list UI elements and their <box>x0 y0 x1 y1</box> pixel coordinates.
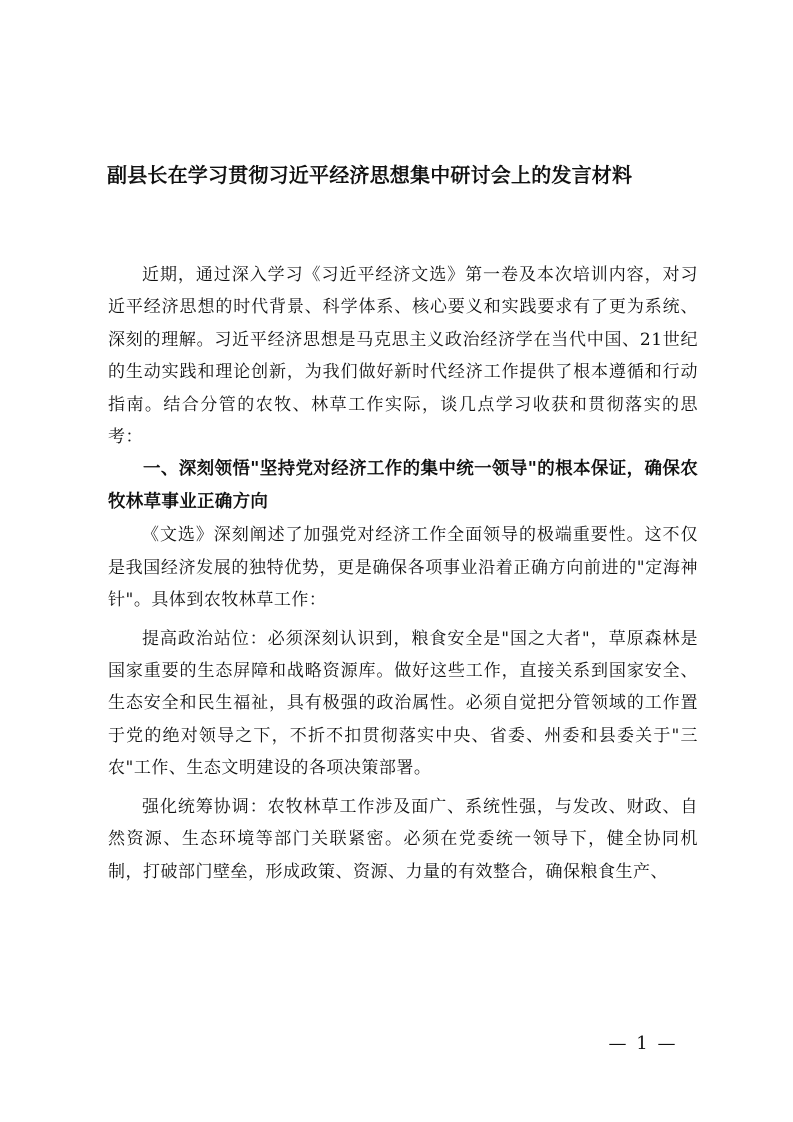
body-paragraph-leadership: 《文选》深刻阐述了加强党对经济工作全面领导的极端重要性。这不仅是我国经济发展的独特优势，更是确保各项事业沿着正确方向前进的"定海神针"。具体到农牧林草工作： <box>108 525 698 611</box>
body-paragraph-political-stance: 提高政治站位：必须深刻认识到，粮食安全是"国之大者"，草原森林是国家重要的生态屏障和战略资源库。做好这些工作，直接关系到国家安全、生态安全和民生福祉，具有极强的政治属性。必须自觉把分管领域的工作置于党的绝对领导之下，不折不扣贯彻落实中央、省委、州委和县委关于"三农"工作、生态文明建设的各项决策部署。 <box>108 628 698 779</box>
section-heading-1: 一、深刻领悟"坚持党对经济工作的集中统一领导"的根本保证，确保农牧林草事业正确方向 <box>108 459 698 513</box>
document-body <box>108 259 698 888</box>
page-number: — 1 — <box>608 1033 678 1054</box>
intro-paragraph: 近期，通过深入学习《习近平经济文选》第一卷及本次培训内容，对习近平经济思想的时代背景、科学体系、核心要义和实践要求有了更为系统、深刻的理解。习近平经济思想是马克思主义政治经济学在当代中国、21世纪的生动实践和理论创新，为我们做好新时代经济工作提供了根本遵循和行动指南。结合分管的农牧、林草工作实际，谈几点学习收获和贯彻落实的思考： <box>108 265 698 448</box>
body-paragraph-coordination: 强化统筹协调：农牧林草工作涉及面广、系统性强，与发改、财政、自然资源、生态环境等部门关联紧密。必须在党委统一领导下，健全协同机制，打破部门壁垒，形成政策、资源、力量的有效整合，确保粮食生产、 <box>108 796 698 882</box>
document-title: 副县长在学习贯彻习近平经济思想集中研讨会上的发言材料 <box>107 163 633 187</box>
